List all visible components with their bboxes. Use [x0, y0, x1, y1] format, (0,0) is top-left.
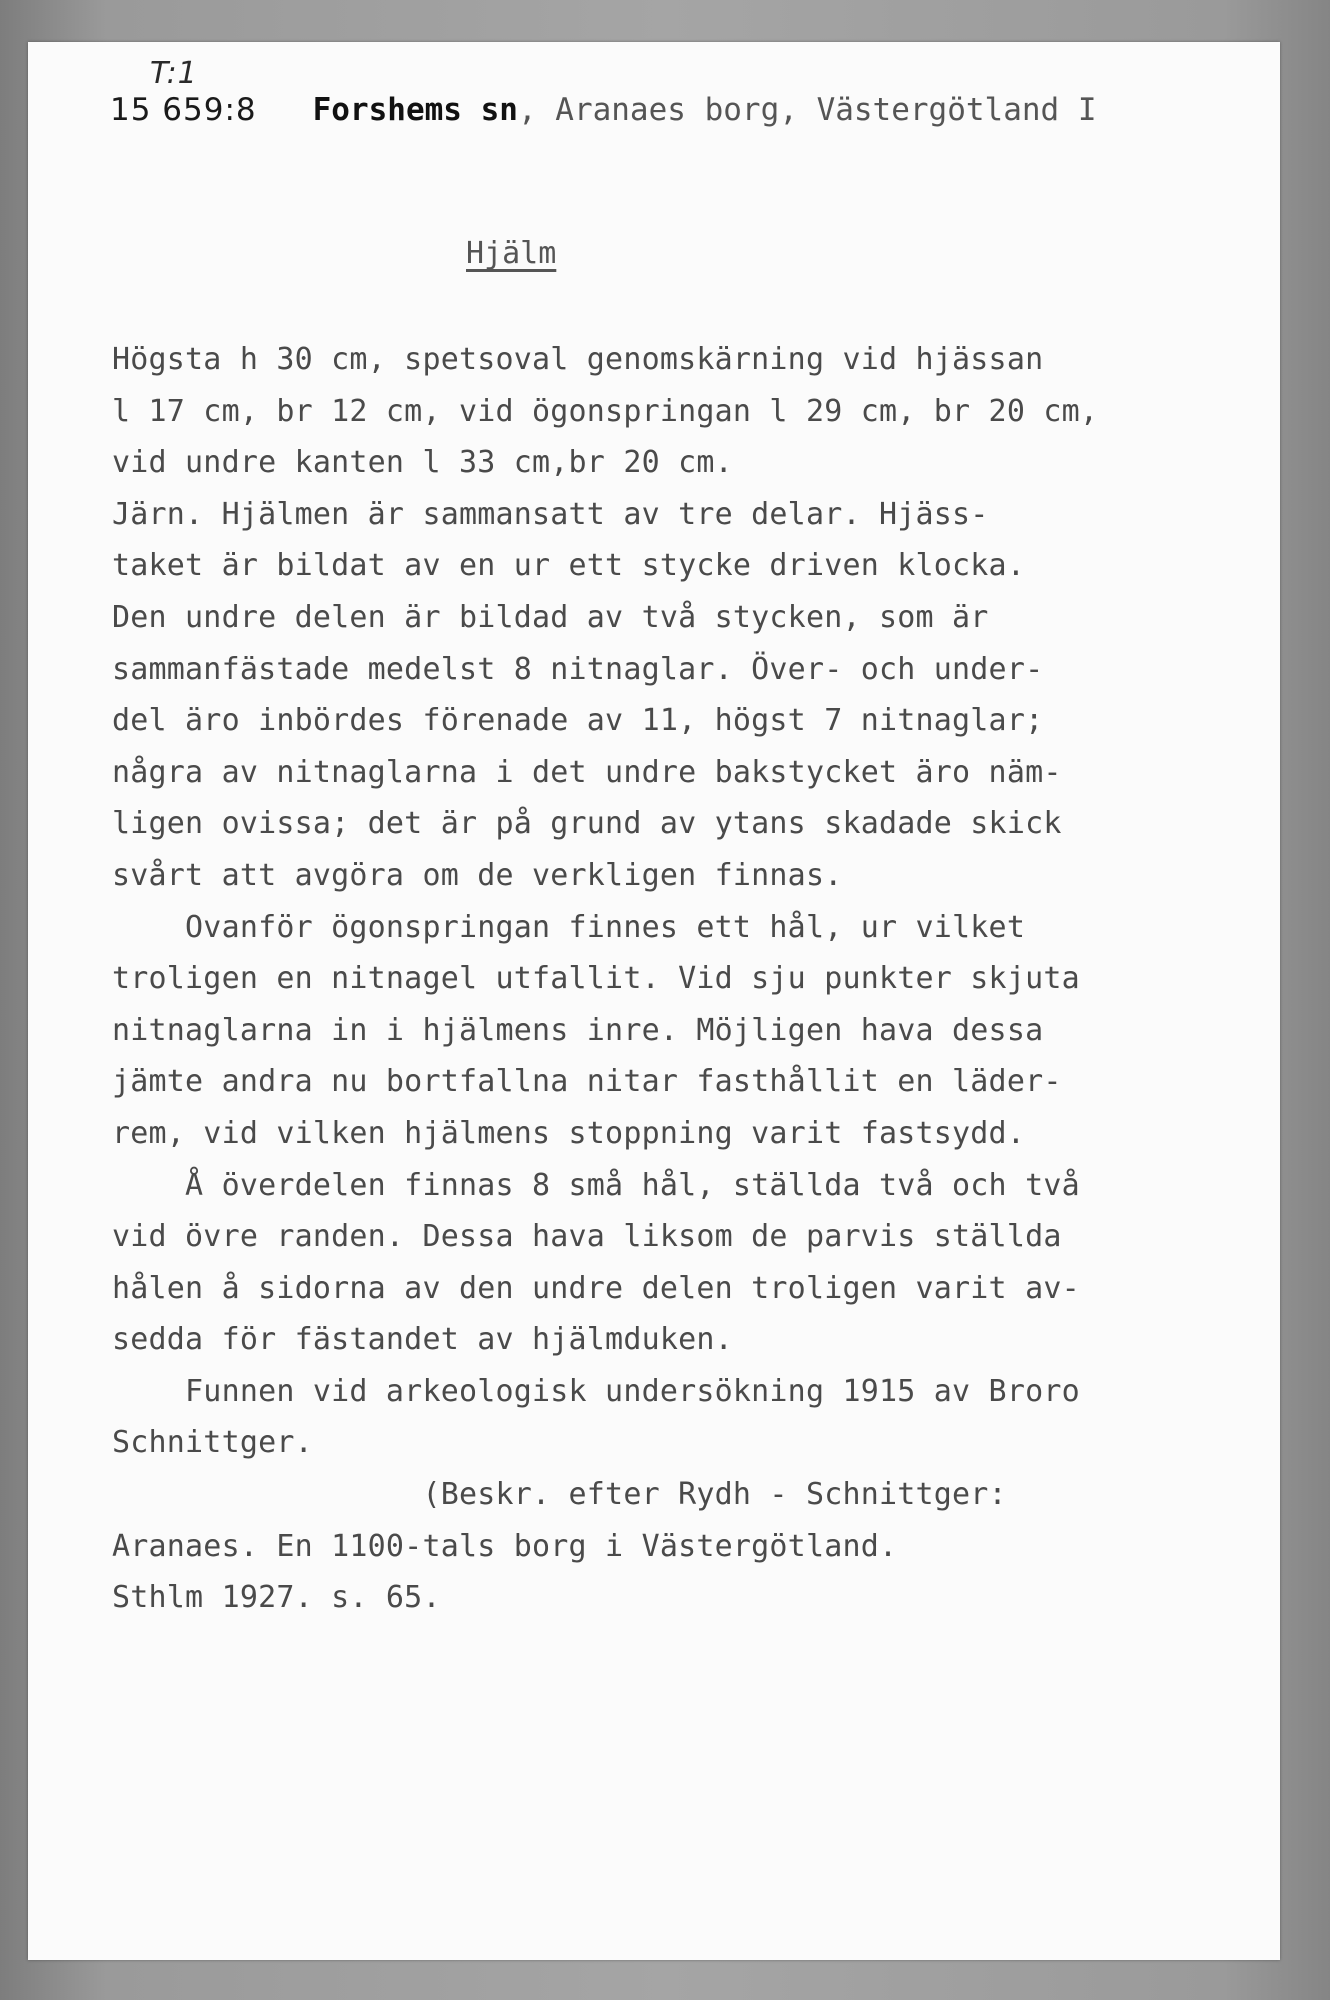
corner-handwritten-mark: T:1 — [150, 56, 198, 91]
text-line: l 17 cm, br 12 cm, vid ögonspringan l 29 cm, br 20 cm, — [112, 393, 1099, 429]
text-line: nitnaglarna in i hjälmens inre. Möjligen hava dessa — [112, 1012, 1044, 1048]
text-line: några av nitnaglarna i det undre bakstycket äro näm- — [112, 754, 1062, 790]
text-line: Schnittger. — [112, 1425, 313, 1461]
catalog-number: 15 659:8 — [110, 92, 257, 128]
text-line: Högsta h 30 cm, spetsoval genomskärning vid hjässan — [112, 342, 1044, 377]
text-line: (Beskr. efter Rydh - Schnittger: — [112, 1477, 1007, 1513]
text-line: Aranaes. En 1100-tals borg i Västergötland. — [112, 1528, 898, 1564]
text-line: ligen ovissa; det är på grund av ytans skadade skick — [112, 806, 1062, 842]
header-separator: , — [517, 92, 556, 128]
object-title: Hjälm — [466, 236, 557, 271]
text-line: sammanfästade medelst 8 nitnaglar. Över- och under- — [112, 651, 1044, 687]
text-line: Den undre delen är bildad av två stycken, som är — [112, 599, 989, 635]
text-line: Järn. Hjälmen är sammansatt av tre delar. Hjäss- — [112, 496, 989, 532]
text-line: vid övre randen. Dessa hava liksom de parvis ställda — [112, 1219, 1062, 1255]
card-header — [110, 92, 1097, 128]
parish-name: Forshems sn — [312, 92, 518, 128]
place-name: Aranaes borg, Västergötland I — [555, 92, 1097, 128]
text-line: Å överdelen finnas 8 små hål, ställda två och två — [112, 1167, 1080, 1203]
text-line: rem, vid vilken hjälmens stoppning varit fastsydd. — [112, 1115, 1026, 1151]
text-line: sedda för fästandet av hjälmduken. — [112, 1322, 733, 1358]
text-line: vid undre kanten l 33 cm,br 20 cm. — [112, 445, 733, 481]
description-text — [112, 334, 1262, 1624]
text-line: hålen å sidorna av den undre delen troligen varit av- — [112, 1270, 1080, 1306]
text-line: svårt att avgöra om de verkligen finnas. — [112, 857, 843, 893]
text-line: Sthlm 1927. s. 65. — [112, 1580, 441, 1616]
text-line: del äro inbördes förenade av 11, högst 7 nitnaglar; — [112, 703, 1044, 739]
text-line: taket är bildat av en ur ett stycke driven klocka. — [112, 548, 1026, 584]
text-line: Funnen vid arkeologisk undersökning 1915 av Broro — [112, 1373, 1080, 1409]
text-line: Ovanför ögonspringan finnes ett hål, ur vilket — [112, 909, 1026, 945]
text-line: troligen en nitnagel utfallit. Vid sju punkter skjuta — [112, 961, 1080, 997]
text-line: jämte andra nu bortfallna nitar fasthållit en läder- — [112, 1064, 1062, 1100]
